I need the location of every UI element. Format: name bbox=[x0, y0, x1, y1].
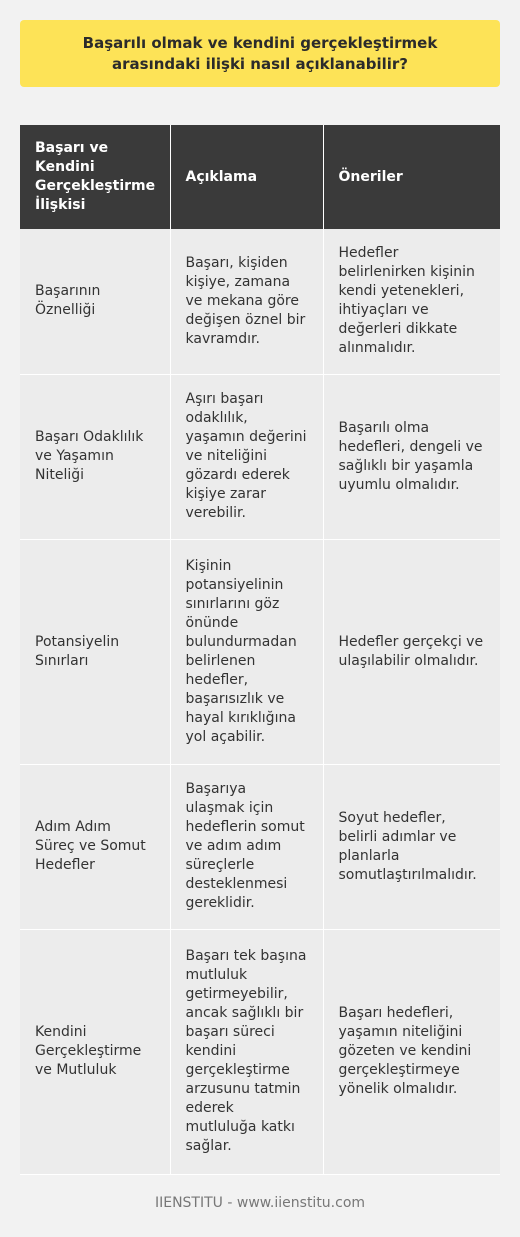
footer-credit: IIENSTITU - www.iienstitu.com bbox=[154, 1195, 366, 1211]
row-explanation: Başarı tek başına mutluluk getirmeyebilir, ancak sağlıklı bir başarı süreci kendini gerçekleştirme arzusunu tatmin ederek mutluluğa katkı sağlar. bbox=[170, 929, 323, 1174]
table-body bbox=[20, 229, 500, 1174]
row-suggestion: Hedefler belirlenirken kişinin kendi yetenekleri, ihtiyaçları ve değerleri dikkate alınmalıdır. bbox=[323, 229, 500, 374]
row-suggestion: Soyut hedefler, belirli adımlar ve planlarla somutlaştırılmalıdır. bbox=[323, 764, 500, 929]
table-header bbox=[20, 125, 500, 229]
table-row bbox=[20, 229, 500, 374]
row-explanation: Başarıya ulaşmak için hedeflerin somut ve adım adım süreçlerle desteklenmesi gereklidir. bbox=[170, 764, 323, 929]
table-row bbox=[20, 764, 500, 929]
table-row bbox=[20, 929, 500, 1174]
row-topic: Adım Adım Süreç ve Somut Hedefler bbox=[20, 764, 170, 929]
table-row bbox=[20, 539, 500, 764]
comparison-table bbox=[20, 125, 500, 1175]
row-explanation: Başarı, kişiden kişiye, zamana ve mekana göre değişen öznel bir kavramdır. bbox=[170, 229, 323, 374]
row-topic: Başarı Odaklılık ve Yaşamın Niteliği bbox=[20, 374, 170, 539]
header-relationship: Başarı ve Kendini Gerçekleştirme İlişkisi bbox=[20, 125, 170, 229]
header-suggestions: Öneriler bbox=[323, 125, 500, 229]
header-explanation: Açıklama bbox=[170, 125, 323, 229]
table-row bbox=[20, 374, 500, 539]
row-topic: Başarının Öznelliği bbox=[20, 229, 170, 374]
row-suggestion: Hedefler gerçekçi ve ulaşılabilir olmalıdır. bbox=[323, 539, 500, 764]
row-suggestion: Başarılı olma hedefleri, dengeli ve sağlıklı bir yaşamla uyumlu olmalıdır. bbox=[323, 374, 500, 539]
row-explanation: Aşırı başarı odaklılık, yaşamın değerini ve niteliğini gözardı ederek kişiye zarar verebilir. bbox=[170, 374, 323, 539]
row-suggestion: Başarı hedefleri, yaşamın niteliğini gözeten ve kendini gerçekleştirmeye yönelik olmalıdır. bbox=[323, 929, 500, 1174]
header-row bbox=[20, 125, 500, 229]
page-title: Başarılı olmak ve kendini gerçekleştirmek arasındaki ilişki nasıl açıklanabilir? bbox=[20, 20, 500, 87]
row-topic: Potansiyelin Sınırları bbox=[20, 539, 170, 764]
row-explanation: Kişinin potansiyelinin sınırlarını göz önünde bulundurmadan belirlenen hedefler, başarısızlık ve hayal kırıklığına yol açabilir. bbox=[170, 539, 323, 764]
row-topic: Kendini Gerçekleştirme ve Mutluluk bbox=[20, 929, 170, 1174]
